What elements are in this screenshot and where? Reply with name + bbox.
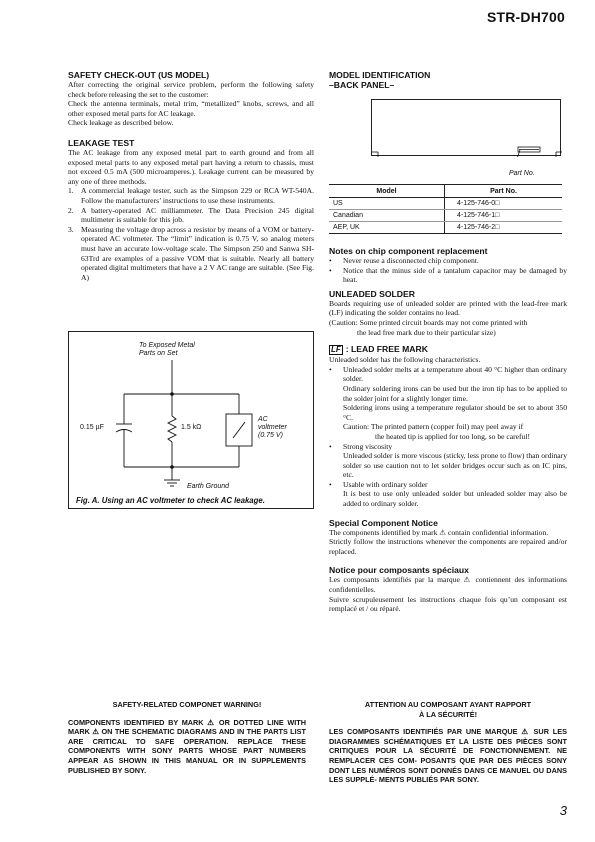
table-row <box>329 210 562 222</box>
capacitor-label: 0.15 µF <box>80 424 104 431</box>
resistor-label: 1.5 kΩ <box>181 424 202 431</box>
cell-part-no: 4-125-746-1□ <box>445 210 563 222</box>
notice-fr-title: Notice pour composants spéciaux <box>329 565 469 576</box>
safety-checkout-title: SAFETY CHECK-OUT (US MODEL) <box>68 70 210 80</box>
back-panel-drawing <box>371 99 561 156</box>
figure-ac-voltmeter <box>68 331 314 509</box>
label-plate-icon <box>372 100 562 157</box>
safety-checkout-p3: Check leakage as described below. <box>68 118 174 128</box>
list-item: 1. A commercial leakage tester, such as the Simpson 229 or RCA WT-540A. Follow the manufacturers’ instructions to use these instruments. <box>68 186 314 205</box>
left-column <box>68 70 314 282</box>
safety-checkout-p2: Check the antenna terminals, metal trim, “metallized” knobs, screws, and all other exposed metal parts for AC leakage. <box>68 99 314 118</box>
safety-warning-en <box>68 700 306 775</box>
figure-top-label-2: Parts on Set <box>139 350 178 357</box>
lead-free-b1-s2: Soldering irons using a temperature regulator should be set to about 350 °C. <box>343 403 567 422</box>
list-item: 2. A battery-operated AC milliammeter. The Data Precision 245 digital multimeter is suitable for this job. <box>68 205 314 225</box>
column-header-model: Model <box>329 185 445 198</box>
safety-checkout-p1: After correcting the original service problem, perform the following safety check before releasing the set to the customer: <box>68 80 314 99</box>
leakage-methods-list <box>68 186 314 282</box>
cell-model: AEP, UK <box>329 222 445 234</box>
lead-free-b2-s1: Unleaded solder is more viscous (sticky, less prone to flow) than ordinary solder so use caution not to let solder bridges occur such as on IC pins, etc. <box>343 451 567 480</box>
list-item: • Strong viscosity <box>329 441 393 451</box>
model-header: STR-DH700 <box>486 9 565 25</box>
warning-en-body: COMPONENTS IDENTIFIED BY MARK ⚠ OR DOTTED LINE WITH MARK ⚠ ON THE SCHEMATIC DIAGRAMS AND IN THE PARTS LIST ARE CRITICAL TO SAFE OPERATION. REPLACE THESE COMPONENTS WITH SONY PARTS WHOSE PART NUMBERS APPEAR AS SHOWN IN THIS MANUAL OR IN SUPPLEMENTS PUBLISHED BY SONY. <box>68 717 306 775</box>
list-item: • Usable with ordinary solder <box>329 479 428 489</box>
cell-part-no: 4-125-746-2□ <box>445 222 563 234</box>
page-number: 3 <box>559 803 567 818</box>
list-item: 3. Measuring the voltage drop across a resistor by means of a VOM or battery-operated AC voltmeter. The “limit” indication is 0.75 V, so analog meters must have an accurate low-voltage scale. The Simpson 250 and Sanwa SH-63Trd are examples of a passive VOM that is suitable. Nearly all battery operated digital multimeters that have a 2 V AC range are suitable. (See Fig. A) <box>68 224 314 282</box>
special-component-p1: The components identified by mark ⚠ contain confidential information. <box>329 527 549 537</box>
lead-free-list <box>329 365 567 384</box>
lead-free-b1-s4: the heated tip is applied for too long, so be careful! <box>375 431 530 441</box>
lead-free-list-3 <box>329 480 567 490</box>
figure-caption: Fig. A. Using an AC voltmeter to check AC leakage. <box>76 496 265 505</box>
cell-part-no: 4-125-746-0□ <box>445 198 563 210</box>
table-row <box>329 198 562 210</box>
meter-label-1: AC <box>258 416 268 423</box>
unleaded-caution: (Caution: Some printed circuit boards may not come printed with <box>329 317 528 327</box>
model-id-subtitle: –BACK PANEL– <box>329 80 395 90</box>
chip-notes-title: Notes on chip component replacement <box>329 246 488 256</box>
lead-free-list-2 <box>329 442 567 452</box>
lead-free-b1-s1: Ordinary soldering irons can be used but the iron tip has to be applied to the solder joint for a slightly longer time. <box>343 383 567 403</box>
column-header-part-no: Part No. <box>445 185 563 198</box>
lead-free-b3-s1: It is best to use only unleaded solder but unleaded solder may also be added to ordinary solder. <box>343 489 567 509</box>
safety-warning-fr <box>329 700 567 785</box>
warning-en-title: SAFETY-RELATED COMPONET WARNING! <box>112 700 262 709</box>
lead-free-mark-heading: LF : LEAD FREE MARK <box>331 344 428 355</box>
chip-notes-list <box>329 256 567 285</box>
warning-fr-body: LES COMPOSANTS IDENTIFIÉS PAR UNE MARQUE ⚠ SUR LES DIAGRAMMES SCHÉMATIQUES ET LA LISTE DES PIÈCES SONT CRITIQUES POUR LA SÉCURITÉ DE FONCTIONNEMENT. NE REMPLACER CES COM- POSANTS QUE PAR DES PIÈCES SONY DONT LES NUMÉROS SONT DONNÉS DANS CE MANUEL OU DANS LES SUPPLÉ- MENTS PUBLIÉS PAR SONY. <box>329 727 567 785</box>
model-identification <box>329 70 567 90</box>
meter-label-2: voltmeter <box>258 424 287 431</box>
lead-free-intro: Unleaded solder has the following characteristics. <box>329 355 481 365</box>
model-id-title: MODEL IDENTIFICATION <box>329 70 431 80</box>
unleaded-caution-cont: the lead free mark due to their particular size) <box>357 327 496 337</box>
table-header-row <box>329 185 562 198</box>
notice-fr-p2: Suivre scrupuleusement les instructions chaque fois qu’un composant est remplacé et / ou réparé. <box>329 594 567 614</box>
meter-label-3: (0.75 V) <box>258 432 283 439</box>
earth-ground-label: Earth Ground <box>187 483 230 490</box>
special-component-p2: Strictly follow the instructions whenever the components are repaired and/or replaced. <box>329 537 567 556</box>
notice-fr-p1: Les composants identifiés par la marque ⚠ contiennent des informations confidentielles. <box>329 575 567 595</box>
table-row <box>329 222 562 234</box>
warning-fr-title: ATTENTION AU COMPOSANT AYANT RAPPORT <box>364 700 532 709</box>
list-item: • Unleaded solder melts at a temperature about 40 °C higher than ordinary solder. <box>329 364 567 384</box>
lead-free-icon: LF <box>331 345 341 355</box>
special-component-title: Special Component Notice <box>329 517 438 528</box>
right-column <box>329 246 567 614</box>
figure-top-label-1: To Exposed Metal <box>139 342 195 349</box>
unleaded-solder-title: UNLEADED SOLDER <box>329 288 415 299</box>
leakage-test-title: LEAKAGE TEST <box>68 137 135 148</box>
warning-fr-title-2: À LA SÉCURITÉ! <box>418 709 478 719</box>
cell-model: Canadian <box>329 210 445 222</box>
list-item: • Never reuse a disconnected chip component. <box>329 256 479 265</box>
model-table <box>329 184 562 234</box>
lead-free-b1-s3: Caution: The printed pattern (copper foil) may peel away if <box>343 422 524 432</box>
leakage-test-intro: The AC leakage from any exposed metal part to earth ground and from all exposed metal parts to any exposed metal part having a return to chassis, must not exceed 0.5 mA (500 microamperes.). Leakage current can be measured by any one of three methods. <box>68 147 314 186</box>
part-no-callout: Part No. <box>509 170 535 177</box>
unleaded-p1: Boards requiring use of unleaded solder are printed with the lead-free mark (LF) indicating the solder contains no lead. <box>329 298 567 318</box>
cell-model: US <box>329 198 445 210</box>
list-item: • Notice that the minus side of a tantalum capacitor may be damaged by heat. <box>329 265 567 285</box>
